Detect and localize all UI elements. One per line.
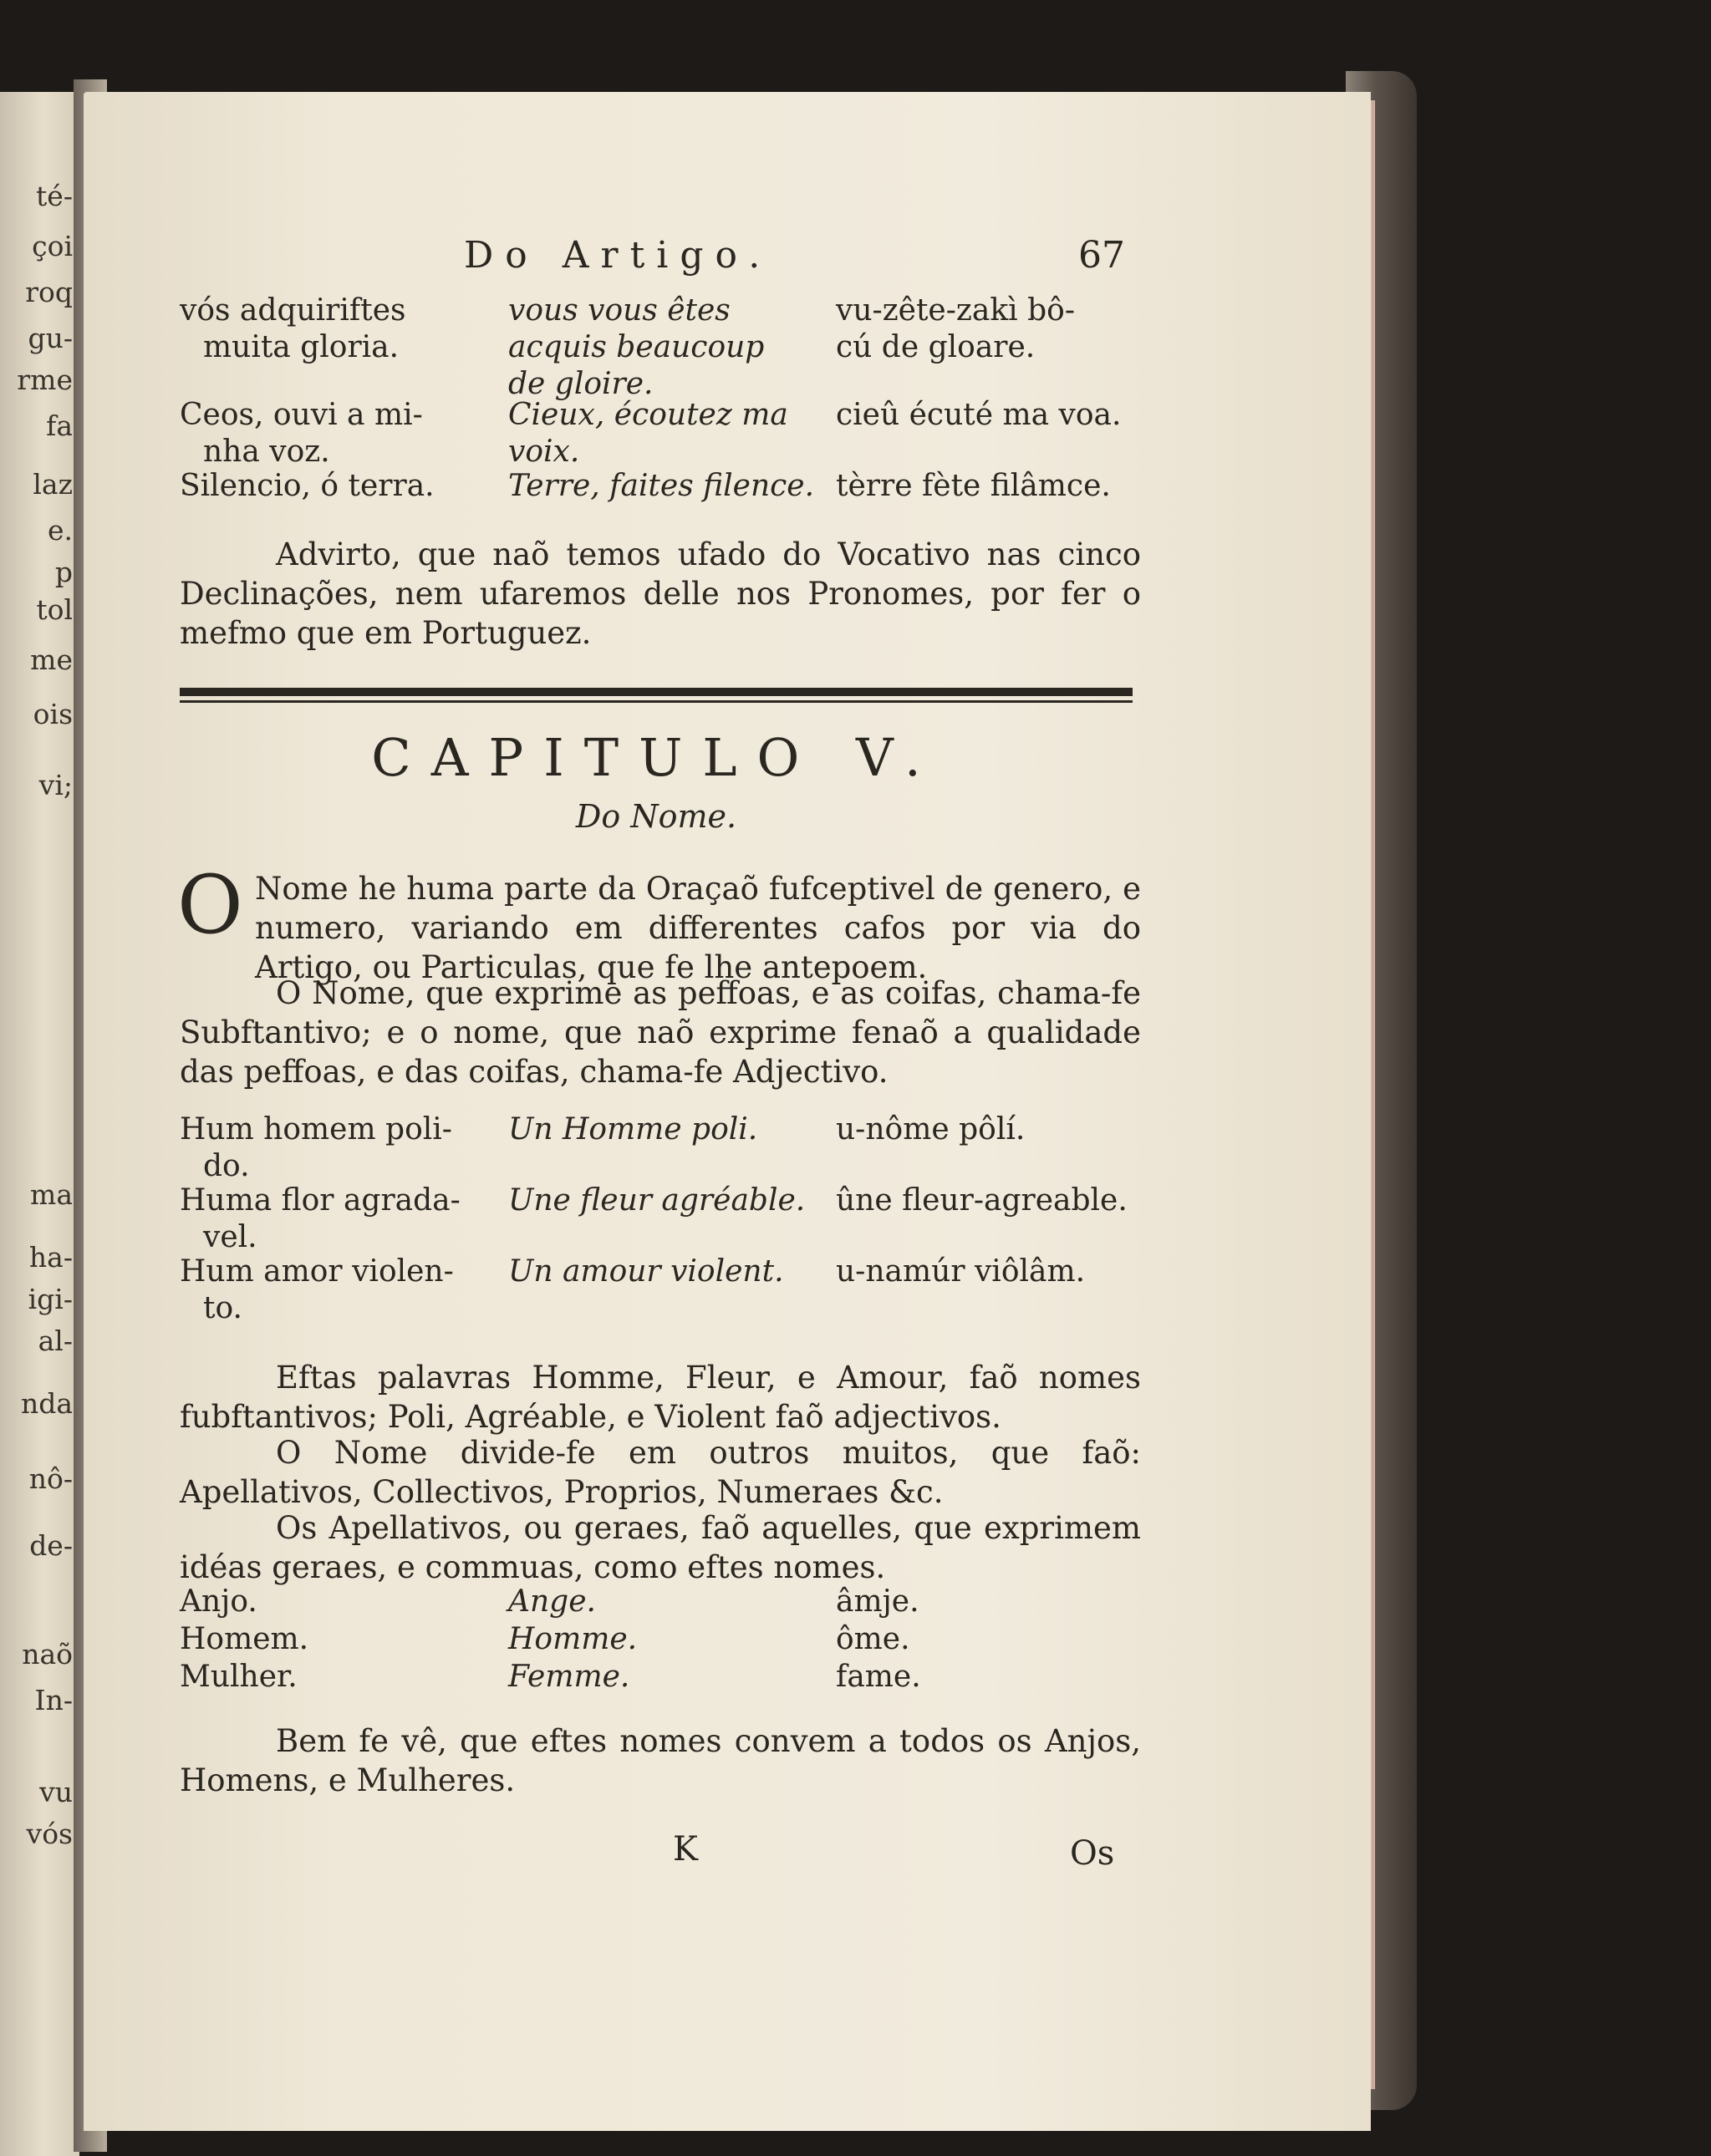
example-3-pt: Hum amor violen- to. xyxy=(180,1254,454,1325)
vocative-row-1-pron: vu-zête-zakì bô- cú de gloare. xyxy=(836,293,1075,364)
example-1-pron: u-nôme pôlí. xyxy=(836,1112,1026,1147)
facing-page-fragment: al- xyxy=(38,1325,73,1357)
paragraph-5: Os Apellativos, ou geraes, faõ aquelles, que exprimem idéas geraes, e commuas, como eftes nomes. xyxy=(180,1510,1141,1585)
example-5-fr: Homme. xyxy=(508,1622,638,1656)
facing-page-fragment: me xyxy=(30,643,73,676)
example-5-pt: Homem. xyxy=(180,1622,309,1656)
drop-cap: O xyxy=(177,858,243,952)
paragraph-4: O Nome divide-fe em outros muitos, que faõ: Apellativos, Collectivos, Proprios, Numeraes &c. xyxy=(180,1435,1141,1510)
example-4-fr: Ange. xyxy=(508,1584,596,1619)
paragraph-6: Bem fe vê, que eftes nomes convem a todos os Anjos, Homens, e Mulheres. xyxy=(180,1723,1141,1798)
vocative-row-3-pt: Silencio, ó terra. xyxy=(180,469,435,503)
facing-page-fragment: nô- xyxy=(28,1462,73,1495)
example-3-fr: Un amour violent. xyxy=(508,1254,784,1289)
facing-page-fragment: nda xyxy=(20,1387,73,1420)
facing-page-fragment: e. xyxy=(47,514,73,547)
example-3-pron: u-namúr viôlâm. xyxy=(836,1254,1086,1289)
facing-page-fragment: p xyxy=(54,556,73,588)
vocative-row-2-fr: Cieux, écoutez ma voix. xyxy=(508,398,788,469)
facing-page-fragment: vu xyxy=(39,1776,73,1808)
facing-page-fragment: tol xyxy=(36,593,73,626)
facing-page-fragment: ha- xyxy=(28,1241,73,1274)
example-2-pt: Huma flor agrada- vel. xyxy=(180,1183,461,1254)
section-rule-thin xyxy=(180,700,1133,703)
paragraph-2: O Nome, que exprime as peffoas, e as coifas, chama-fe Subftantivo; e o nome, que naõ exprime fenaõ a qualidade das peffoas, e das coifas, chama-fe Adjectivo. xyxy=(180,975,1141,1090)
example-4-pron: âmje. xyxy=(836,1584,919,1619)
example-6-fr: Femme. xyxy=(508,1660,630,1694)
facing-page xyxy=(0,92,79,2156)
example-6-pron: fame. xyxy=(836,1660,921,1694)
example-1-pt: Hum homem poli- do. xyxy=(180,1112,452,1183)
example-1-fr: Un Homme poli. xyxy=(508,1112,758,1147)
facing-page-fragment: rme xyxy=(17,364,73,396)
vocative-row-2-pron: cieû écuté ma voa. xyxy=(836,398,1122,432)
example-2-fr: Une fleur agréable. xyxy=(508,1183,806,1218)
facing-page-fragment: de- xyxy=(29,1529,73,1562)
example-2-pron: ûne fleur-agreable. xyxy=(836,1183,1128,1218)
vocative-row-3-fr: Terre, faites filence. xyxy=(508,469,815,503)
facing-page-fragment: ma xyxy=(30,1178,73,1211)
facing-page-fragment: naõ xyxy=(22,1638,73,1670)
facing-page-fragment: laz xyxy=(33,468,73,501)
vocative-row-1-fr: vous vous êtes acquis beaucoup de gloire. xyxy=(508,293,765,401)
chapter-subtitle: Do Nome. xyxy=(575,798,737,835)
vocative-row-1-pt: vós adquiriftes muita gloria. xyxy=(180,293,406,364)
facing-page-fragment: fa xyxy=(46,409,73,442)
facing-page-fragment: igi- xyxy=(28,1283,73,1315)
facing-page-fragment: té- xyxy=(36,180,73,212)
example-5-pron: ôme. xyxy=(836,1622,910,1656)
example-4-pt: Anjo. xyxy=(180,1584,257,1619)
facing-page-fragment: vós xyxy=(26,1818,73,1850)
facing-page-fragment: roq xyxy=(25,276,73,308)
facing-page-fragment: çoi xyxy=(32,230,73,262)
example-6-pt: Mulher. xyxy=(180,1660,298,1694)
chapter-title: CAPITULO V. xyxy=(371,727,941,788)
paragraph-1-head: Nome he huma parte da Oraçaõ fufceptivel de genero, e numero, variando em differentes cafos por via do Artigo, ou Particulas, que fe lhe antepoem. xyxy=(255,871,1141,985)
signature-mark: K xyxy=(673,1830,698,1869)
section-rule xyxy=(180,688,1133,696)
advice-paragraph: Advirto, que naõ temos ufado do Vocativo nas cinco Declinações, nem ufaremos delle nos Pronomes, por fer o mefmo que em Portuguez. xyxy=(180,536,1141,651)
running-title: Do Artigo. xyxy=(464,234,772,277)
catchword: Os xyxy=(1070,1834,1115,1873)
facing-page-fragment: vi; xyxy=(38,769,73,801)
vocative-row-2-pt: Ceos, ouvi a mi- nha voz. xyxy=(180,398,423,469)
facing-page-fragment: gu- xyxy=(28,322,73,354)
paragraph-3: Eftas palavras Homme, Fleur, e Amour, faõ nomes fubftantivos; Poli, Agréable, e Violent faõ adjectivos. xyxy=(180,1360,1141,1435)
facing-page-fragment: ois xyxy=(33,698,73,730)
page-number: 67 xyxy=(1078,234,1125,277)
facing-page-fragment: In- xyxy=(34,1684,73,1716)
vocative-row-3-pron: tèrre fète filâmce. xyxy=(836,469,1111,503)
